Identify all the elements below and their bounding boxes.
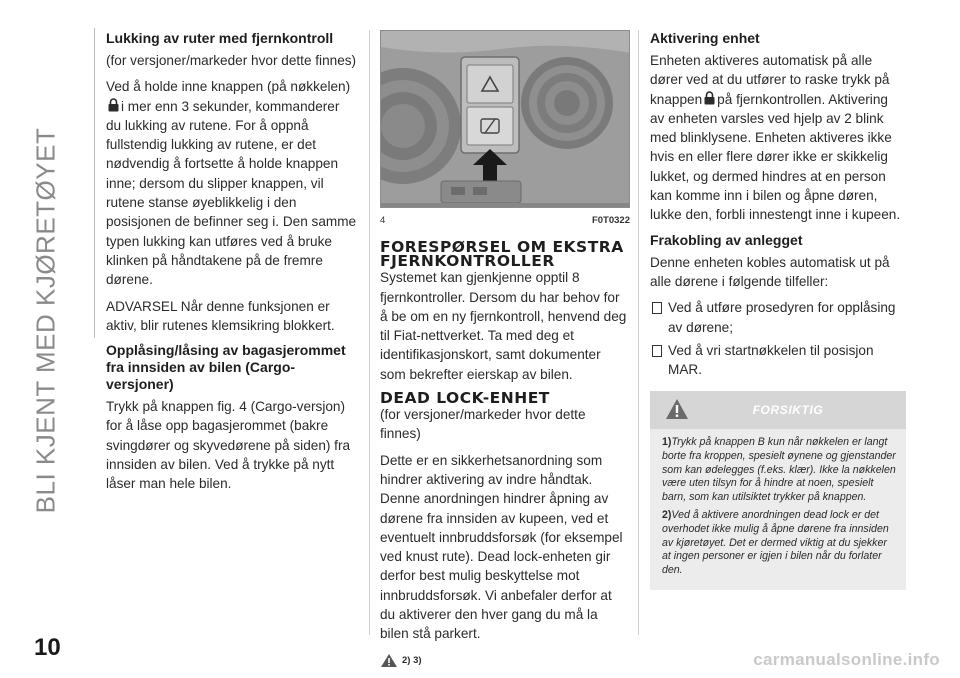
heading-extra-remotes: FORESPØRSEL OM EKSTRA FJERNKONTROLLER [380,238,624,271]
paragraph-activation: Enheten aktiveres automatisk på alle dører ved at du utfører to raske trykk på knappen på fjernkontrollen. Aktivering av enheten varsles ved hjelp av 2 blink med blinklysene. Enheten aktiveres ikke hvis en eller flere dører ikke er skikkelig lukket, og dermed hindres at en person kan komme inn i bilen og åpne døren, lukke den, forbli innestengt inne i kupeen. [650,53,901,223]
chapter-sidebar [14,20,78,620]
paragraph-variant-note-2: (for versjoner/markeder hvor dette finnes) [380,407,586,442]
figure-code: F0T0322 [591,215,630,226]
warning-triangle-icon [664,397,690,421]
lock-icon [704,91,715,105]
sidebar-divider [94,28,95,338]
column-1 [106,30,358,501]
checkbox-bullet-icon [652,345,662,357]
caution-box-header [650,391,906,429]
list-item: Ved å utføre prosedyren for opplåsing av dørene; [650,298,906,337]
caution-item: 1)Trykk på knappen B kun når nøkkelen er langt borte fra kroppen, spesielt øynene og gjenstander som kan ødelegges (f.eks. klær). Ikke la nøkkelen være uten tilsyn for å hindre at noen, spesielt barn, som kan utilsiktet trykker på knappen. [662,436,896,503]
heading-dead-lock: DEAD LOCK-ENHET [380,389,550,408]
warning-triangle-icon [380,653,398,668]
dashboard-illustration [381,31,630,208]
list-item: Ved å vri startnøkkelen til posisjon MAR. [650,341,906,380]
caution-item: 2)Ved å aktivere anordningen dead lock er det overhodet ikke mulig å åpne dørene fra innsiden av kjøretøyet. Det er dermed viktig at du sjekker at ingen personer er igjen i bilen når du forlater den. [662,509,889,576]
watermark: carmanualsonline.info [753,650,940,669]
paragraph-hold-button: Ved å holde inne knappen (på nøkkelen)i mer enn 3 sekunder, kommanderer du lukking av rutene. For å oppnå fullstendig lukking av rutene, er det nødvendig å fortsette å holde knappen inne; dersom du slipper knappen, vil rutene stanse øyeblikkelig i den posisjonen de befinner seg i. Den samme typen lukking kan utføres ved å bruke klinken på håndtakene på de fremre dørene. [106,79,357,288]
paragraph-variant-note: (for versjoner/markeder hvor dette finnes) [106,53,357,68]
checkbox-bullet-icon [652,302,662,314]
paragraph-extra-remotes: Systemet kan gjenkjenne opptil 8 fjernkontroller. Dersom du har behov for å be om en ny fjernkontroll, henvend deg til Fiat-nettverket. Ta med deg et identifikasjonskort, samt dokumenter som bekrefter eierskap av bilen. [380,270,627,382]
column-divider-1 [369,30,370,635]
column-3 [650,30,906,590]
paragraph-disconnect: Denne enheten kobles automatisk ut på alle dørene i følgende tilfeller: [650,254,890,289]
paragraph-warning: ADVARSEL Når denne funksjonen er aktiv, blir rutenes klemsikring blokkert. [106,298,335,333]
paragraph-dead-lock: Dette er en sikkerhetsanordning som hindrer aktivering av indre håndtak. Denne anordningen hindrer åpning av dørene fra innsiden av kupeen, ved et eventuelt innbruddsforsøk (for eksempel ved knust rute). Dead lock-enheten gir derfor best mulig beskyttelse mot innbruddsforsøk. Vi anbefaler derfor at du aktiverer den hver gang du må la bilen stå parkert. [380,452,623,642]
column-2 [380,30,630,670]
heading-disconnect: Frakobling av anlegget [650,231,803,248]
caution-box-body [650,429,906,590]
chapter-title: BLI KJENT MED KJØRETØYET [30,127,61,513]
figure-caption [380,211,630,230]
heading-activation: Aktivering enhet [650,30,760,46]
heading-cargo-unlock: Opplåsing/låsing av bagasjerommet fra innsiden av bilen (Cargo-versjoner) [106,342,346,393]
reference-numbers: 2) 3) [402,654,422,666]
paragraph-cargo: Trykk på knappen fig. 4 (Cargo-versjon) for å låse opp bagasjerommet (bakre svingdører og skyvedørene på siden) fra innsiden av bilen. Ved å trykke på nytt låser man hele bilen. [106,399,351,492]
warning-references [380,651,630,670]
figure-number: 4 [380,215,386,226]
page-number: 10 [34,634,61,661]
heading-window-closing: Lukking av ruter med fjernkontroll [106,30,334,46]
caution-title: FORSIKTIG [752,402,824,417]
column-divider-2 [638,30,639,635]
lock-icon [108,98,119,112]
figure-dashboard-button [380,30,630,208]
